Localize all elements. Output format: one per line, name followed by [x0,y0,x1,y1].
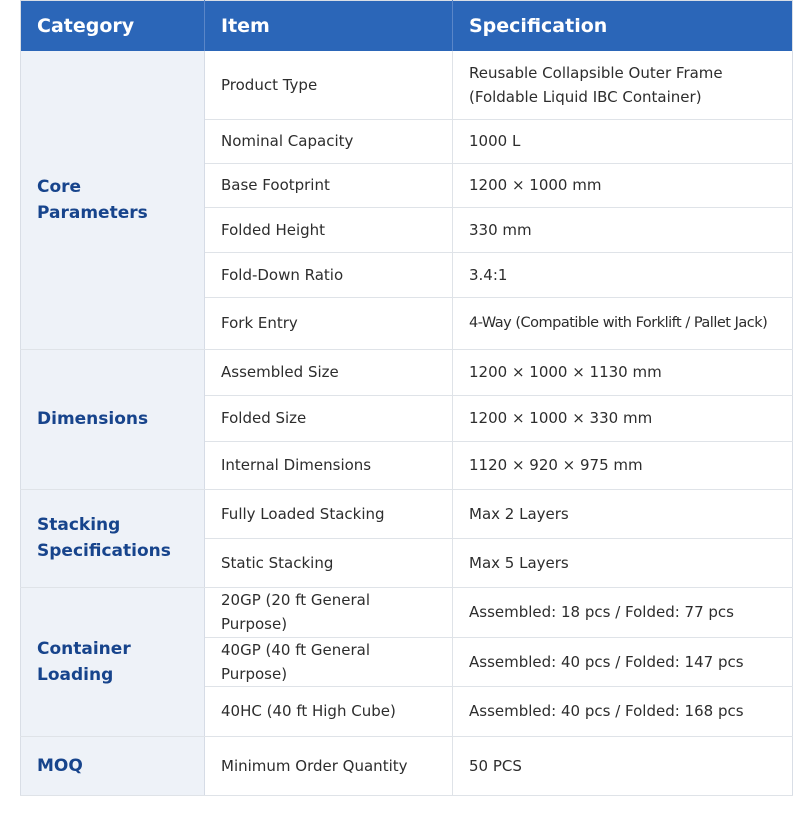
category-line: Specifications [37,541,171,561]
item-cell: 40GP (40 ft General Purpose) [205,637,453,686]
spec-cell: 1000 L [453,119,793,163]
header-category: Category [21,1,205,52]
item-cell: Fold-Down Ratio [205,252,453,297]
header-item: Item [205,1,453,52]
item-cell: Minimum Order Quantity [205,736,453,795]
item-cell: 40HC (40 ft High Cube) [205,686,453,736]
table-row [21,349,793,395]
spec-cell: 1200 × 1000 × 330 mm [453,395,793,441]
spec-cell: 3.4:1 [453,252,793,297]
table-row [21,736,793,795]
category-moq: MOQ [21,736,205,795]
item-cell: Product Type [205,51,453,119]
item-cell: Folded Height [205,207,453,252]
item-cell: Base Footprint [205,163,453,207]
spec-cell: 1200 × 1000 × 1130 mm [453,349,793,395]
category-core-parameters: Core Parameters [21,51,205,349]
item-cell: Nominal Capacity [205,119,453,163]
item-cell: Folded Size [205,395,453,441]
item-cell: 20GP (20 ft General Purpose) [205,587,453,637]
spec-line: (Foldable Liquid IBC Container) [469,87,702,106]
item-cell: Static Stacking [205,538,453,587]
category-dimensions: Dimensions [21,349,205,489]
spec-cell: Assembled: 18 pcs / Folded: 77 pcs [453,587,793,637]
category-stacking-specifications [21,489,205,587]
spec-line: Reusable Collapsible Outer Frame [469,63,723,82]
item-cell: Fully Loaded Stacking [205,489,453,538]
spec-cell: Assembled: 40 pcs / Folded: 147 pcs [453,637,793,686]
item-cell: Fork Entry [205,297,453,349]
spec-cell [453,51,793,119]
spec-cell: 1120 × 920 × 975 mm [453,441,793,489]
item-cell: Internal Dimensions [205,441,453,489]
spec-cell: 4-Way (Compatible with Forklift / Pallet Jack) [453,297,793,349]
spec-cell: Max 5 Layers [453,538,793,587]
table-row [21,51,793,119]
specification-table [20,0,793,796]
item-cell: Assembled Size [205,349,453,395]
table-header-row [21,1,793,52]
table-row [21,587,793,637]
spec-cell: 1200 × 1000 mm [453,163,793,207]
table-row [21,489,793,538]
spec-cell: Max 2 Layers [453,489,793,538]
category-container-loading: Container Loading [21,587,205,736]
spec-cell: 330 mm [453,207,793,252]
spec-cell: 50 PCS [453,736,793,795]
header-specification: Specification [453,1,793,52]
spec-cell: Assembled: 40 pcs / Folded: 168 pcs [453,686,793,736]
category-line: Stacking [37,515,121,535]
